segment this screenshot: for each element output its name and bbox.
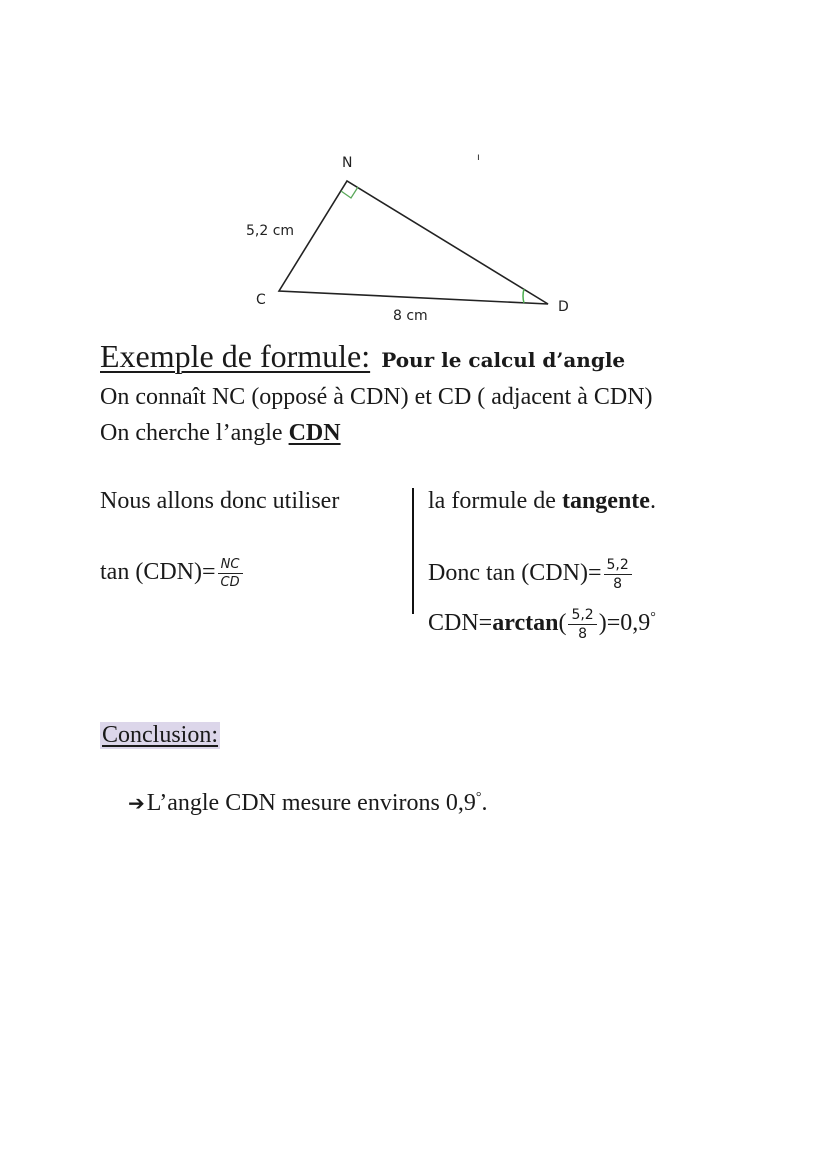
left-formula	[100, 558, 245, 589]
triangle-diagram	[0, 0, 828, 340]
heading-main: Exemple de formule:	[100, 338, 371, 374]
fraction-nc-cd-numerator: NC	[218, 558, 243, 574]
conclusion-result	[128, 790, 487, 817]
right-formula-1-prefix: Donc tan (CDN)=	[428, 560, 602, 587]
right-formula-2-prefix: CDN=	[428, 610, 493, 637]
intro-line-2-emph: CDN	[288, 420, 341, 446]
fraction-arctan-numerator: 5,2	[568, 608, 596, 625]
fraction-52-8	[604, 558, 632, 591]
stray-mark: ı	[477, 152, 480, 163]
fraction-52-8-numerator: 5,2	[604, 558, 632, 575]
fraction-arctan	[568, 608, 596, 641]
close-paren-equals: )=	[598, 610, 621, 637]
angle-value: 0,9	[620, 610, 651, 637]
open-paren: (	[558, 610, 567, 637]
right-angle-marker	[341, 187, 358, 198]
angle-arc-d	[523, 289, 524, 303]
vertex-label-d: D	[558, 299, 569, 315]
section-heading	[100, 338, 625, 375]
conclusion-end: .	[481, 790, 488, 816]
triangle-cnd	[279, 181, 548, 304]
fraction-52-8-denominator: 8	[613, 576, 623, 592]
right-formula-2	[428, 608, 656, 641]
side-label-nc: 5,2 cm	[246, 223, 295, 239]
fraction-arctan-denominator: 8	[578, 626, 588, 642]
degree-symbol: °	[650, 610, 656, 626]
vertex-label-c: C	[256, 292, 266, 308]
right-sentence	[428, 488, 656, 515]
right-sentence-bold: tangente	[561, 488, 650, 514]
arctan-label: arctan	[492, 610, 559, 637]
right-formula-1	[428, 558, 634, 591]
intro-line-2	[100, 420, 341, 447]
left-sentence: Nous allons donc utiliser	[100, 488, 340, 514]
fraction-nc-cd-denominator: CD	[220, 575, 240, 590]
conclusion-label: Conclusion:	[102, 722, 219, 748]
column-divider	[412, 488, 414, 614]
left-formula-prefix: tan (CDN)=	[100, 559, 216, 586]
intro-line-2-prefix: On cherche l’angle	[100, 420, 289, 446]
fraction-nc-cd	[218, 558, 243, 589]
side-label-cd: 8 cm	[393, 308, 428, 324]
vertex-label-n: N	[342, 155, 353, 171]
intro-line-1: On connaît NC (opposé à CDN) et CD ( adjacent à CDN)	[100, 384, 653, 410]
conclusion-degree-symbol: °	[475, 790, 482, 805]
right-sentence-prefix: la formule de	[428, 488, 562, 514]
right-sentence-suffix: .	[649, 488, 656, 514]
arrow-icon: ➔	[128, 791, 145, 815]
conclusion-text: L’angle CDN mesure environs 0,9	[146, 790, 476, 816]
heading-sub: Pour le calcul d’angle	[381, 348, 626, 372]
